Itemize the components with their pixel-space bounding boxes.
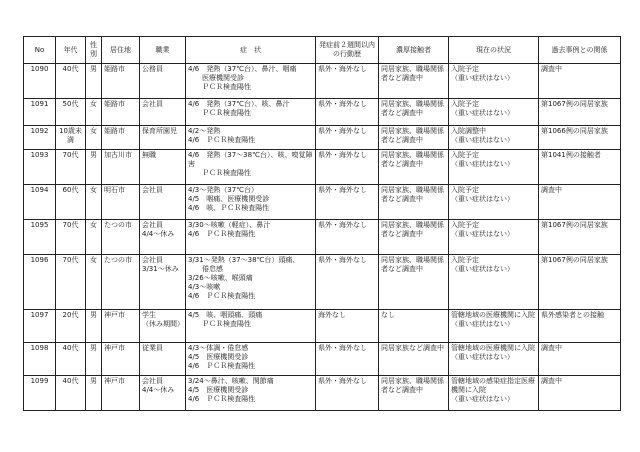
cell-residence: 姫路市 xyxy=(102,99,140,126)
cell-residence: 姫路市 xyxy=(102,126,140,150)
cell-residence: 神戸市 xyxy=(102,376,140,411)
cell-symptoms: 4/2～発熱 4/6 ＰＣＲ検査陽性 xyxy=(186,126,316,150)
cell-occupation: 会社員 4/4～休み xyxy=(140,220,186,255)
cell-travel-history: 県外・海外なし xyxy=(316,185,379,220)
cell-age: 10歳未満 xyxy=(56,126,86,150)
table-row xyxy=(24,126,621,150)
cell-residence: たつの市 xyxy=(102,220,140,255)
cell-residence: 加古川市 xyxy=(102,150,140,185)
header-sex: 性別 xyxy=(86,37,102,64)
cell-sex: 男 xyxy=(86,343,102,376)
cell-close-contacts: 同居家族など調査中 xyxy=(379,343,449,376)
cell-symptoms: 4/5 咳、咽頭痛、頭痛 ＰＣＲ検査陽性 xyxy=(186,310,316,343)
cell-close-contacts: 同居家族、職場関係者など調査中 xyxy=(379,255,449,310)
cell-no: 1092 xyxy=(24,126,56,150)
case-report-document xyxy=(23,36,621,411)
cell-no: 1096 xyxy=(24,255,56,310)
cell-related-cases: 第1067例の同居家族 xyxy=(539,99,621,126)
cell-current-status: 入院予定 （重い症状はない） xyxy=(449,99,539,126)
header-row xyxy=(24,37,621,64)
cell-age: 40代 xyxy=(56,376,86,411)
cell-related-cases: 第1041例の接触者 xyxy=(539,150,621,185)
cell-age: 20代 xyxy=(56,310,86,343)
cell-symptoms: 4/6 発熱（37℃台）、鼻汁、咽痛 医療機関受診 ＰＣＲ検査陽性 xyxy=(186,64,316,99)
cell-current-status: 入院予定 （重い症状はない） xyxy=(449,255,539,310)
cell-no: 1093 xyxy=(24,150,56,185)
cell-current-status: 入院予定 （重い症状はない） xyxy=(449,185,539,220)
cell-travel-history: 県外・海外なし xyxy=(316,255,379,310)
cell-current-status: 入院予定 （重い症状はない） xyxy=(449,220,539,255)
cell-no: 1091 xyxy=(24,99,56,126)
cell-sex: 男 xyxy=(86,64,102,99)
table-row xyxy=(24,185,621,220)
table-row xyxy=(24,220,621,255)
cell-age: 70代 xyxy=(56,255,86,310)
cell-close-contacts: 同居家族、職場関係者など調査中 xyxy=(379,185,449,220)
cell-residence: 神戸市 xyxy=(102,343,140,376)
cell-close-contacts: 同居家族、職場関係者など調査中 xyxy=(379,126,449,150)
header-travel-history: 発症前２週間以内の行動歴 xyxy=(316,37,379,64)
cell-sex: 女 xyxy=(86,99,102,126)
cell-no: 1095 xyxy=(24,220,56,255)
cell-close-contacts: 同居家族、職場関係者など調査中 xyxy=(379,376,449,411)
cell-travel-history: 県外・海外なし xyxy=(316,126,379,150)
cell-current-status: 入院予定 （重い症状はない） xyxy=(449,150,539,185)
cell-related-cases: 第1067例の同居家族 xyxy=(539,220,621,255)
cell-symptoms: 4/6 発熱（37℃台）、咳、鼻汁 ＰＣＲ検査陽性 xyxy=(186,99,316,126)
cell-travel-history: 県外・海外なし xyxy=(316,99,379,126)
cell-travel-history: 県外・海外なし xyxy=(316,64,379,99)
table-row xyxy=(24,99,621,126)
cell-related-cases: 調査中 xyxy=(539,343,621,376)
table-row xyxy=(24,64,621,99)
cell-occupation: 従業員 xyxy=(140,343,186,376)
cell-age: 40代 xyxy=(56,343,86,376)
cell-current-status: 入院調整中 （重い症状はない） xyxy=(449,126,539,150)
cell-travel-history: 県外・海外なし xyxy=(316,376,379,411)
cell-current-status: 管轄地域の医療機関に入院 （重い症状はない） xyxy=(449,343,539,376)
cell-age: 60代 xyxy=(56,185,86,220)
cell-related-cases: 第1067例の同居家族 xyxy=(539,255,621,310)
cell-age: 70代 xyxy=(56,150,86,185)
cell-related-cases: 調査中 xyxy=(539,64,621,99)
cell-residence: たつの市 xyxy=(102,255,140,310)
cell-current-status: 管轄地域の感染症指定医療機関に入院 （重い症状はない） xyxy=(449,376,539,411)
cell-occupation: 保育所園児 xyxy=(140,126,186,150)
cell-sex: 男 xyxy=(86,376,102,411)
header-close-contacts: 濃厚接触者 xyxy=(379,37,449,64)
cell-sex: 女 xyxy=(86,255,102,310)
cell-symptoms: 4/3～体調・倦怠感 4/5 医療機関受診 4/6 ＰＣＲ検査陽性 xyxy=(186,343,316,376)
table-row xyxy=(24,255,621,310)
cell-residence: 姫路市 xyxy=(102,64,140,99)
cell-sex: 男 xyxy=(86,150,102,185)
cell-age: 50代 xyxy=(56,99,86,126)
cell-sex: 女 xyxy=(86,220,102,255)
header-symptoms: 症 状 xyxy=(186,37,316,64)
cell-occupation: 会社員 xyxy=(140,99,186,126)
cell-close-contacts: 同居家族、職場関係者など調査中 xyxy=(379,150,449,185)
cell-symptoms: 3/24～鼻汁、咳嗽、関節痛 4/5 医療機関受診 4/6 ＰＣＲ検査陽性 xyxy=(186,376,316,411)
cell-occupation: 会社員 4/4～休み xyxy=(140,376,186,411)
cell-travel-history: 海外なし xyxy=(316,310,379,343)
header-occupation: 職業 xyxy=(140,37,186,64)
cell-no: 1099 xyxy=(24,376,56,411)
cell-sex: 男 xyxy=(86,310,102,343)
header-related-cases: 過去事例との関係 xyxy=(539,37,621,64)
cell-occupation: 公務員 xyxy=(140,64,186,99)
cell-related-cases: 県外感染者との接触 xyxy=(539,310,621,343)
cell-occupation: 会社員 xyxy=(140,185,186,220)
cell-residence: 明石市 xyxy=(102,185,140,220)
cell-no: 1097 xyxy=(24,310,56,343)
cell-occupation: 会社員 3/31～休み xyxy=(140,255,186,310)
cell-travel-history: 県外・海外なし xyxy=(316,220,379,255)
header-age: 年代 xyxy=(56,37,86,64)
cell-current-status: 管轄地域の医療機関に入院 （重い症状はない） xyxy=(449,310,539,343)
cell-occupation: 無職 xyxy=(140,150,186,185)
cell-close-contacts: なし xyxy=(379,310,449,343)
header-no: No xyxy=(24,37,56,64)
cell-related-cases: 第1066例の同居家族 xyxy=(539,126,621,150)
header-residence: 居住地 xyxy=(102,37,140,64)
cell-close-contacts: 同居家族、職場関係者など調査中 xyxy=(379,220,449,255)
cell-no: 1098 xyxy=(24,343,56,376)
table-row xyxy=(24,376,621,411)
cell-related-cases: 調査中 xyxy=(539,376,621,411)
cell-travel-history: 県外・海外なし xyxy=(316,343,379,376)
cell-close-contacts: 同居家族、職場関係者など調査中 xyxy=(379,99,449,126)
case-table xyxy=(23,36,621,411)
table-row xyxy=(24,310,621,343)
cell-sex: 女 xyxy=(86,126,102,150)
cell-no: 1090 xyxy=(24,64,56,99)
cell-current-status: 入院予定 （重い症状はない） xyxy=(449,64,539,99)
cell-residence: 神戸市 xyxy=(102,310,140,343)
cell-symptoms: 4/6 発熱（37～38℃台）、咳、嗅覚障害 ＰＣＲ検査陽性 xyxy=(186,150,316,185)
cell-travel-history: 県外・海外なし xyxy=(316,150,379,185)
cell-symptoms: 3/31～発熱（37～38℃台）頭痛、 倦怠感 3/26～咳嗽、喉頭痛 4/3～咳嗽 4/6 ＰＣＲ検査陽性 xyxy=(186,255,316,310)
cell-symptoms: 4/3～発熱（37℃台） 4/5 咽痛、医療機関受診 4/6 咳、ＰＣＲ検査陽性 xyxy=(186,185,316,220)
cell-related-cases: 調査中 xyxy=(539,185,621,220)
cell-no: 1094 xyxy=(24,185,56,220)
table-row xyxy=(24,150,621,185)
cell-close-contacts: 同居家族、職場関係者など調査中 xyxy=(379,64,449,99)
cell-sex: 女 xyxy=(86,185,102,220)
cell-occupation: 学生 （休み期間） xyxy=(140,310,186,343)
header-current-status: 現在の状況 xyxy=(449,37,539,64)
cell-age: 40代 xyxy=(56,64,86,99)
cell-symptoms: 3/30～咳嗽（軽症）、鼻汁 4/6 ＰＣＲ検査陽性 xyxy=(186,220,316,255)
cell-age: 70代 xyxy=(56,220,86,255)
table-row xyxy=(24,343,621,376)
